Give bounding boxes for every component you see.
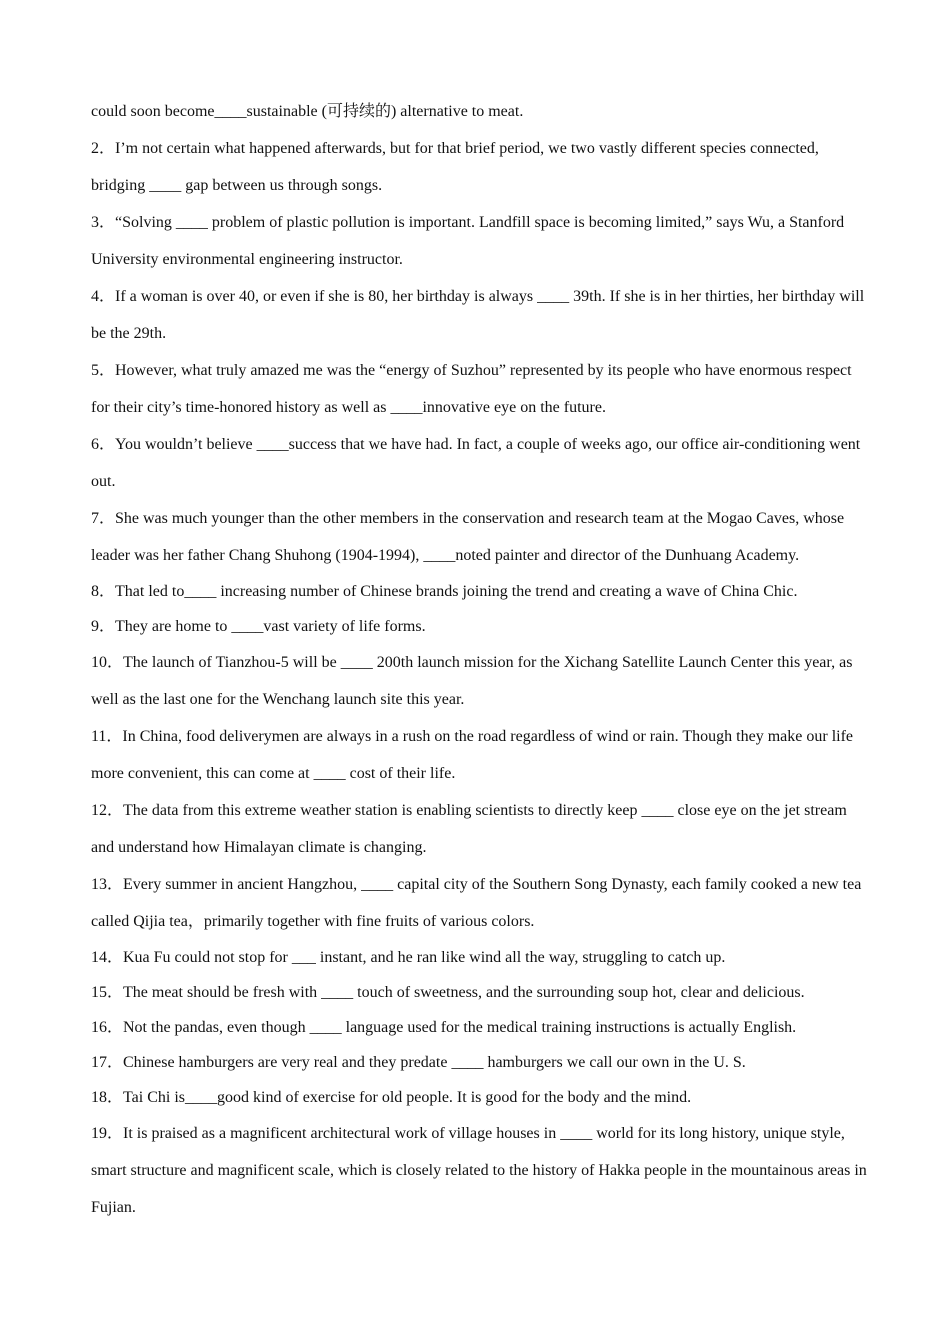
question-4: 4．If a woman is over 40, or even if she is 80, her birthday is always ____ 39th. If she is in her thirties, her birthday will be the 29th. xyxy=(91,288,865,342)
question-14: 14．Kua Fu could not stop for ___ instant, and he ran like wind all the way, struggling to catch up. xyxy=(91,949,726,966)
question-list xyxy=(91,93,871,1226)
question-10: 10．The launch of Tianzhou-5 will be ____ 200th launch mission for the Xichang Satellite Launch Center this year, as well as the last one for the Wenchang launch site this year. xyxy=(91,654,853,708)
question-9: 9．They are home to ____vast variety of life forms. xyxy=(91,618,426,635)
question-2: 2．I’m not certain what happened afterwards, but for that brief period, we two vastly different species connected, bridging ____ gap between us through songs. xyxy=(91,140,819,194)
question-3: 3．“Solving ____ problem of plastic pollution is important. Landfill space is becoming limited,” says Wu, a Stanford University environmental engineering instructor. xyxy=(91,214,845,268)
question-8: 8．That led to____ increasing number of Chinese brands joining the trend and creating a wave of China Chic. xyxy=(91,583,798,600)
question-5: 5．However, what truly amazed me was the “energy of Suzhou” represented by its people who have enormous respect for their city’s time-honored history as well as ____innovative eye on the future. xyxy=(91,362,852,416)
question-7: 7．She was much younger than the other members in the conservation and research team at the Mogao Caves, whose leader was her father Chang Shuhong (1904-1994), ____noted painter and director of the Dunhuang Academy. xyxy=(91,510,845,564)
question-15: 15．The meat should be fresh with ____ touch of sweetness, and the surrounding soup hot, clear and delicious. xyxy=(91,984,805,1001)
question-11: 11．In China, food deliverymen are always in a rush on the road regardless of wind or rain. Though they make our life more convenient, this can come at ____ cost of their life. xyxy=(91,728,854,782)
question-18: 18．Tai Chi is____good kind of exercise for old people. It is good for the body and the mind. xyxy=(91,1089,692,1106)
question-19: 19．It is praised as a magnificent architectural work of village houses in ____ world for its long history, unique style, smart structure and magnificent scale, which is closely related to the history of Hakka people in the mountainous areas in Fujian. xyxy=(91,1125,867,1216)
question-13: 13．Every summer in ancient Hangzhou, ____ capital city of the Southern Song Dynasty, each family cooked a new tea called Qijia tea，primarily together with fine fruits of various colors. xyxy=(91,876,862,930)
question-17: 17．Chinese hamburgers are very real and they predate ____ hamburgers we call our own in the U. S. xyxy=(91,1054,746,1071)
question-12: 12．The data from this extreme weather station is enabling scientists to directly keep ____ close eye on the jet stream and understand how Himalayan climate is changing. xyxy=(91,802,847,856)
question-6: 6．You wouldn’t believe ____success that we have had. In fact, a couple of weeks ago, our office air-conditioning went out. xyxy=(91,436,861,490)
question-16: 16．Not the pandas, even though ____ language used for the medical training instructions is actually English. xyxy=(91,1019,797,1036)
question-1-continuation: could soon become____sustainable (可持续的) alternative to meat. xyxy=(91,103,524,120)
